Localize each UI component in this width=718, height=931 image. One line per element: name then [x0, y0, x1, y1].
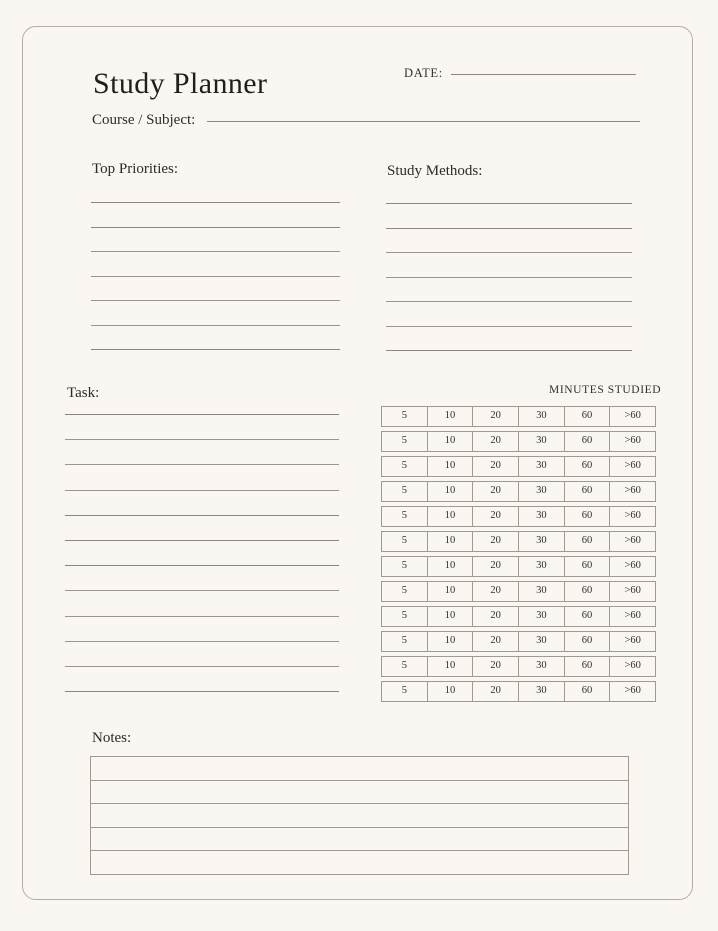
notes-line[interactable]: [91, 781, 628, 805]
minutes-cell[interactable]: 30: [519, 507, 565, 526]
minutes-cell[interactable]: >60: [624, 610, 641, 622]
course-subject-field-group: [92, 112, 640, 129]
study-methods-lines: [386, 203, 632, 375]
priority-line[interactable]: [91, 300, 340, 301]
priority-line[interactable]: [91, 325, 340, 326]
notes-line[interactable]: [91, 757, 628, 781]
minutes-cell[interactable]: 5: [382, 682, 428, 701]
minutes-cell[interactable]: 30: [519, 432, 565, 451]
minutes-cell[interactable]: 30: [519, 407, 565, 426]
task-line[interactable]: [65, 515, 339, 516]
notes-line[interactable]: [91, 828, 628, 852]
priority-line[interactable]: [91, 227, 340, 228]
minutes-cell[interactable]: 20: [473, 607, 519, 626]
date-input-line[interactable]: [451, 74, 636, 75]
minutes-row[interactable]: [381, 656, 656, 677]
notes-heading: Notes:: [92, 730, 132, 746]
minutes-row[interactable]: [381, 531, 656, 552]
minutes-row[interactable]: [381, 556, 656, 577]
minutes-cell[interactable]: 60: [565, 657, 611, 676]
minutes-cell[interactable]: >60: [624, 435, 641, 447]
method-line[interactable]: [386, 228, 632, 229]
minutes-row[interactable]: [381, 406, 656, 427]
minutes-cell[interactable]: 5: [382, 457, 428, 476]
minutes-cell[interactable]: 20: [473, 682, 519, 701]
date-label: DATE:: [404, 66, 443, 80]
course-subject-label: Course / Subject:: [92, 112, 196, 128]
minutes-cell[interactable]: 5: [382, 407, 428, 426]
method-line[interactable]: [386, 252, 632, 253]
minutes-cell[interactable]: 60: [565, 582, 611, 601]
task-line[interactable]: [65, 641, 339, 642]
minutes-row[interactable]: [381, 456, 656, 477]
top-priorities-lines: [91, 202, 340, 374]
minutes-cell[interactable]: 60: [565, 532, 611, 551]
task-line[interactable]: [65, 490, 339, 491]
minutes-cell[interactable]: 10: [428, 507, 474, 526]
minutes-cell[interactable]: >60: [624, 635, 641, 647]
priority-line[interactable]: [91, 349, 340, 350]
minutes-row[interactable]: [381, 631, 656, 652]
minutes-cell[interactable]: 10: [428, 682, 474, 701]
study-methods-heading: Study Methods:: [387, 163, 483, 179]
minutes-cell[interactable]: 5: [382, 657, 428, 676]
task-line[interactable]: [65, 666, 339, 667]
priority-line[interactable]: [91, 202, 340, 203]
minutes-cell[interactable]: 20: [473, 507, 519, 526]
minutes-cell[interactable]: >60: [624, 485, 641, 497]
minutes-cell[interactable]: 30: [519, 607, 565, 626]
minutes-cell[interactable]: >60: [624, 410, 641, 422]
task-line[interactable]: [65, 616, 339, 617]
course-subject-input-line[interactable]: [207, 121, 640, 122]
minutes-cell[interactable]: 10: [428, 657, 474, 676]
minutes-cell[interactable]: 60: [565, 457, 611, 476]
minutes-cell[interactable]: >60: [624, 510, 641, 522]
task-line[interactable]: [65, 540, 339, 541]
minutes-cell[interactable]: 20: [473, 582, 519, 601]
minutes-cell[interactable]: 60: [565, 432, 611, 451]
minutes-cell[interactable]: 10: [428, 457, 474, 476]
minutes-cell[interactable]: 10: [428, 407, 474, 426]
date-field-group: [404, 66, 636, 81]
minutes-row[interactable]: [381, 606, 656, 627]
method-line[interactable]: [386, 301, 632, 302]
minutes-studied-table: [381, 406, 656, 706]
minutes-cell[interactable]: 60: [565, 607, 611, 626]
minutes-cell[interactable]: 5: [382, 432, 428, 451]
notes-line[interactable]: [91, 804, 628, 828]
minutes-cell[interactable]: 20: [473, 532, 519, 551]
priority-line[interactable]: [91, 276, 340, 277]
minutes-cell[interactable]: 5: [382, 507, 428, 526]
task-lines: [65, 414, 339, 716]
minutes-cell[interactable]: 20: [473, 482, 519, 501]
minutes-cell[interactable]: 60: [565, 682, 611, 701]
minutes-cell[interactable]: >60: [624, 560, 641, 572]
minutes-cell[interactable]: 5: [382, 482, 428, 501]
minutes-cell[interactable]: 20: [473, 407, 519, 426]
method-line[interactable]: [386, 350, 632, 351]
minutes-cell[interactable]: 10: [428, 582, 474, 601]
minutes-cell[interactable]: 60: [565, 407, 611, 426]
notes-box: [90, 756, 629, 875]
minutes-cell[interactable]: 10: [428, 532, 474, 551]
minutes-cell[interactable]: 30: [519, 557, 565, 576]
minutes-cell[interactable]: >60: [624, 535, 641, 547]
minutes-cell[interactable]: 10: [428, 482, 474, 501]
minutes-cell[interactable]: >60: [624, 685, 641, 697]
task-line[interactable]: [65, 590, 339, 591]
minutes-row[interactable]: [381, 581, 656, 602]
minutes-cell[interactable]: 5: [382, 557, 428, 576]
minutes-cell[interactable]: 20: [473, 457, 519, 476]
minutes-cell[interactable]: 5: [382, 582, 428, 601]
minutes-cell[interactable]: 20: [473, 632, 519, 651]
method-line[interactable]: [386, 326, 632, 327]
minutes-row[interactable]: [381, 481, 656, 502]
minutes-row[interactable]: [381, 506, 656, 527]
minutes-cell[interactable]: 5: [382, 607, 428, 626]
minutes-row[interactable]: [381, 681, 656, 702]
minutes-cell[interactable]: 60: [565, 557, 611, 576]
minutes-cell[interactable]: 30: [519, 657, 565, 676]
minutes-cell[interactable]: 30: [519, 632, 565, 651]
minutes-cell[interactable]: 20: [473, 657, 519, 676]
top-priorities-heading: Top Priorities:: [92, 161, 179, 177]
task-heading: Task:: [67, 385, 100, 401]
minutes-cell[interactable]: 30: [519, 582, 565, 601]
minutes-cell[interactable]: 60: [565, 507, 611, 526]
priority-line[interactable]: [91, 251, 340, 252]
minutes-cell[interactable]: >60: [624, 660, 641, 672]
minutes-cell[interactable]: 10: [428, 557, 474, 576]
minutes-cell[interactable]: 20: [473, 557, 519, 576]
minutes-cell[interactable]: 10: [428, 632, 474, 651]
minutes-cell[interactable]: 60: [565, 632, 611, 651]
minutes-cell[interactable]: >60: [624, 460, 641, 472]
minutes-studied-heading: MINUTES STUDIED: [549, 384, 662, 396]
minutes-cell[interactable]: 5: [382, 532, 428, 551]
page-title: Study Planner: [93, 67, 268, 101]
task-line[interactable]: [65, 565, 339, 566]
task-line[interactable]: [65, 464, 339, 465]
task-line[interactable]: [65, 414, 339, 415]
minutes-cell[interactable]: 30: [519, 682, 565, 701]
task-line[interactable]: [65, 439, 339, 440]
minutes-cell[interactable]: >60: [624, 585, 641, 597]
minutes-cell[interactable]: 30: [519, 457, 565, 476]
minutes-cell[interactable]: 30: [519, 532, 565, 551]
method-line[interactable]: [386, 203, 632, 204]
task-line[interactable]: [65, 691, 339, 692]
minutes-cell[interactable]: 20: [473, 432, 519, 451]
minutes-cell[interactable]: 60: [565, 482, 611, 501]
minutes-cell[interactable]: 10: [428, 432, 474, 451]
minutes-row[interactable]: [381, 431, 656, 452]
minutes-cell[interactable]: 10: [428, 607, 474, 626]
minutes-cell[interactable]: 5: [382, 632, 428, 651]
notes-line[interactable]: [91, 851, 628, 874]
minutes-cell[interactable]: 30: [519, 482, 565, 501]
method-line[interactable]: [386, 277, 632, 278]
